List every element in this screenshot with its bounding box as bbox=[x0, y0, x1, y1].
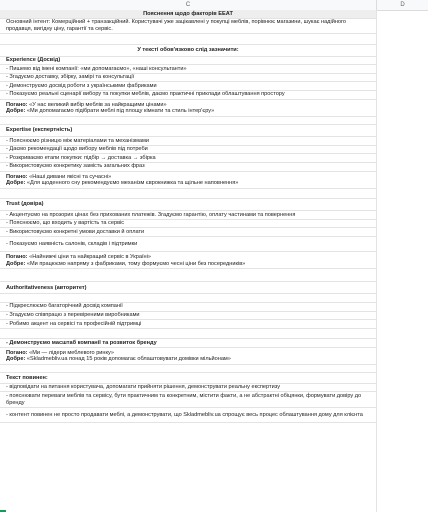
empty-cell[interactable] bbox=[0, 365, 376, 374]
experience-item[interactable]: - Пишемо від імені компанії: «ми допомагаємо», «наші консультанти» bbox=[0, 65, 376, 74]
column-header-c[interactable]: C bbox=[0, 0, 377, 10]
trust-examples[interactable] bbox=[0, 252, 376, 269]
empty-cell[interactable] bbox=[0, 34, 376, 45]
good-text: «Для щоденного сну рекомендуємо механізм єврокнижка та щільне наповнення» bbox=[25, 180, 239, 187]
authority-item[interactable]: - Підкреслюємо багаторічний досвід компанії bbox=[0, 303, 376, 312]
bad-label: Погано: bbox=[6, 254, 28, 261]
empty-cell[interactable] bbox=[0, 189, 376, 200]
experience-title[interactable]: Experience (Досвід) bbox=[0, 57, 376, 66]
good-example bbox=[6, 261, 245, 268]
expertise-item[interactable]: - Пояснюємо різницю між матеріалами та механізмами bbox=[0, 137, 376, 146]
bad-example bbox=[6, 254, 151, 261]
text-requirements-title[interactable]: Текст повинен: bbox=[0, 373, 376, 384]
bad-label: Погано: bbox=[6, 101, 28, 108]
good-label: Добре: bbox=[6, 108, 26, 115]
text-requirement-item[interactable]: - відповідати на питання користувача, допомагати прийняти рішення, демонструвати реальну експертизу bbox=[0, 384, 376, 393]
good-text: «Skladmebliv.ua понад 15 років допомагає облаштовувати домівки мільйонам» bbox=[25, 356, 231, 363]
experience-item[interactable]: - Демонструємо досвід роботи з українськими фабриками bbox=[0, 82, 376, 91]
bad-text: «Наші дивани якісні та сучасні» bbox=[27, 173, 112, 180]
good-example bbox=[6, 180, 238, 187]
expertise-item[interactable]: - Даємо рекомендації щодо вибору меблів під потреби bbox=[0, 146, 376, 155]
experience-examples[interactable] bbox=[0, 100, 376, 117]
trust-title[interactable]: Trust (довіра) bbox=[0, 199, 376, 211]
bad-text: «Ми — лідери меблевого ринку» bbox=[27, 349, 114, 356]
empty-cell[interactable] bbox=[0, 294, 376, 303]
empty-cell[interactable] bbox=[0, 117, 376, 126]
column-header-d[interactable]: D bbox=[400, 2, 405, 8]
trust-item[interactable]: - Акцентуємо на прозорих цінах без прихованих платежів. Згадуємо гарантію, оплату частинами та повернення bbox=[0, 211, 376, 220]
experience-item[interactable]: - Показуємо реальні сценарії вибору та покупки меблів, даємо практичні приклади облаштування простору bbox=[0, 91, 376, 100]
expertise-item[interactable]: - Розкриваємо етапи покупки: підбір → доставка → збірка bbox=[0, 154, 376, 163]
scale-examples[interactable] bbox=[0, 348, 376, 365]
empty-cell[interactable] bbox=[0, 329, 376, 340]
good-label: Добре: bbox=[6, 260, 26, 267]
must-mention-header[interactable]: У тексті обов'язково слід зазначити: bbox=[0, 45, 376, 57]
good-label: Добре: bbox=[6, 180, 26, 187]
authority-item[interactable]: - Згадуємо співпрацю з перевіреними виробниками bbox=[0, 312, 376, 321]
trust-item[interactable]: - Використовуємо конкретні умови доставки й оплати bbox=[0, 228, 376, 237]
empty-cell[interactable] bbox=[0, 269, 376, 282]
cell-rows bbox=[0, 10, 376, 423]
scale-title[interactable]: - Демонструємо масштаб компанії та розвиток бренду bbox=[0, 339, 376, 348]
text-requirement-item[interactable]: - пояснювати переваги меблів та сервісу, бути практичним та конкретним, містити факти, а не абстрактні обіцянки, формувати довіру до бренду bbox=[0, 392, 376, 408]
authority-item[interactable]: - Робимо акцент на сервісі та професійній підтримці bbox=[0, 320, 376, 329]
column-d-cells[interactable] bbox=[376, 10, 428, 512]
bad-text: «У нас великий вибір меблів за найкращими цінами» bbox=[27, 101, 167, 108]
expertise-examples[interactable] bbox=[0, 172, 376, 189]
expertise-item[interactable]: - Використовуємо конкретику замість загальних фраз bbox=[0, 163, 376, 172]
good-example bbox=[6, 108, 214, 115]
trust-item[interactable]: - Пояснюємо, що входить у вартість та сервіс bbox=[0, 220, 376, 229]
text-requirement-item[interactable]: - контент повинен не просто продавати меблі, а демонструвати, що Skladmebliv.ua спрощує весь процес облаштування дому для клієнта bbox=[0, 408, 376, 424]
bad-text: «Найнижчі ціни та найкращий сервіс в Україні» bbox=[27, 254, 151, 261]
good-text: «Ми допомагаємо підібрати меблі під площу кімнати та стиль інтер'єру» bbox=[25, 108, 215, 115]
good-text: «Ми працюємо напряму з фабриками, тому формуємо чесні ціни без посередників» bbox=[25, 260, 246, 267]
experience-item[interactable]: - Згадуємо доставку, збірку, замірі та консультації bbox=[0, 74, 376, 83]
good-label: Добре: bbox=[6, 356, 26, 363]
sheet-title[interactable]: Пояснення щодо факторів ЕЕАТ bbox=[0, 10, 376, 19]
intent-cell[interactable]: Основний інтент: Комерційний + транзакційний. Користувачі уже зацікавлені у покупці меблів, порівнює магазини, шукає надійного продавця, вигідну ціну, гарантії та сервіс. bbox=[0, 19, 376, 35]
good-example bbox=[6, 356, 231, 363]
bad-label: Погано: bbox=[6, 349, 28, 356]
trust-item[interactable]: - Показуємо наявність салонів, складів і підтримки bbox=[0, 237, 376, 253]
authority-title[interactable]: Authoritativeness (авторитет) bbox=[0, 282, 376, 294]
bad-label: Погано: bbox=[6, 173, 28, 180]
expertise-title[interactable]: Expertise (експертність) bbox=[0, 125, 376, 137]
